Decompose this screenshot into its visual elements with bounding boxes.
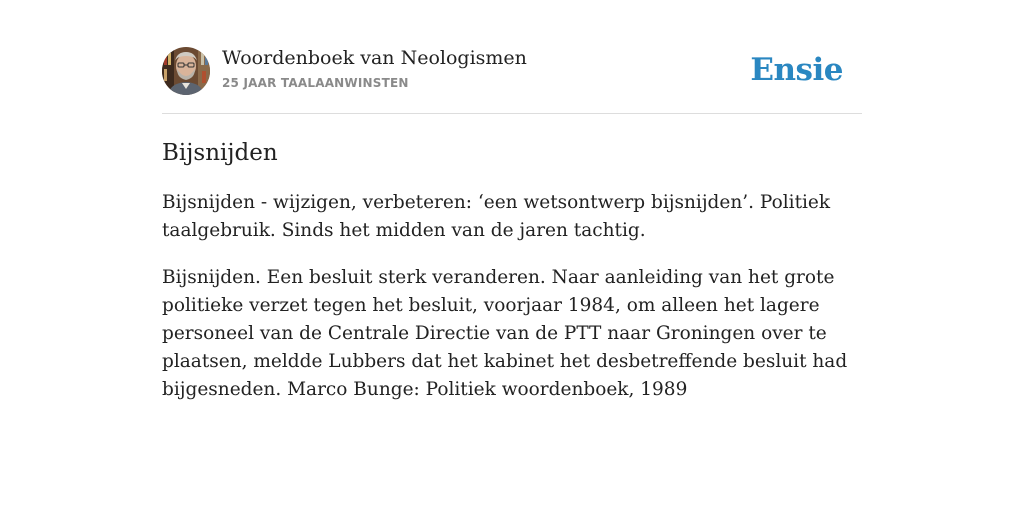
entry-card: [162, 46, 862, 400]
author-portrait-icon: [162, 47, 210, 95]
author-subtitle: 25 JAAR TAALAANWINSTEN: [222, 76, 409, 90]
entry-header: [162, 46, 862, 114]
quote-paragraph: Bijsnijden. Een besluit sterk veranderen. Naar aanleiding van het grote politieke verzet tegen het besluit, voorjaar 1984, om alleen het lagere personeel van de Centrale Directie van de PTT naar Groningen over te plaatsen, meldde Lubbers dat het kabinet het desbetreffende besluit had bijgesneden. Marco Bunge: Politiek woordenboek, 1989: [162, 267, 848, 400]
entry-title: Bijsnijden: [162, 140, 278, 166]
ensie-logo[interactable]: Ensie: [750, 52, 843, 88]
definition-paragraph: Bijsnijden - wijzigen, verbeteren: ‘een wetsontwerp bijsnijden’. Politiek taalgebruik. Sinds het midden van de jaren tachtig.: [162, 192, 831, 241]
author-avatar[interactable]: [162, 47, 210, 95]
author-name[interactable]: Woordenboek van Neologismen: [222, 47, 527, 69]
